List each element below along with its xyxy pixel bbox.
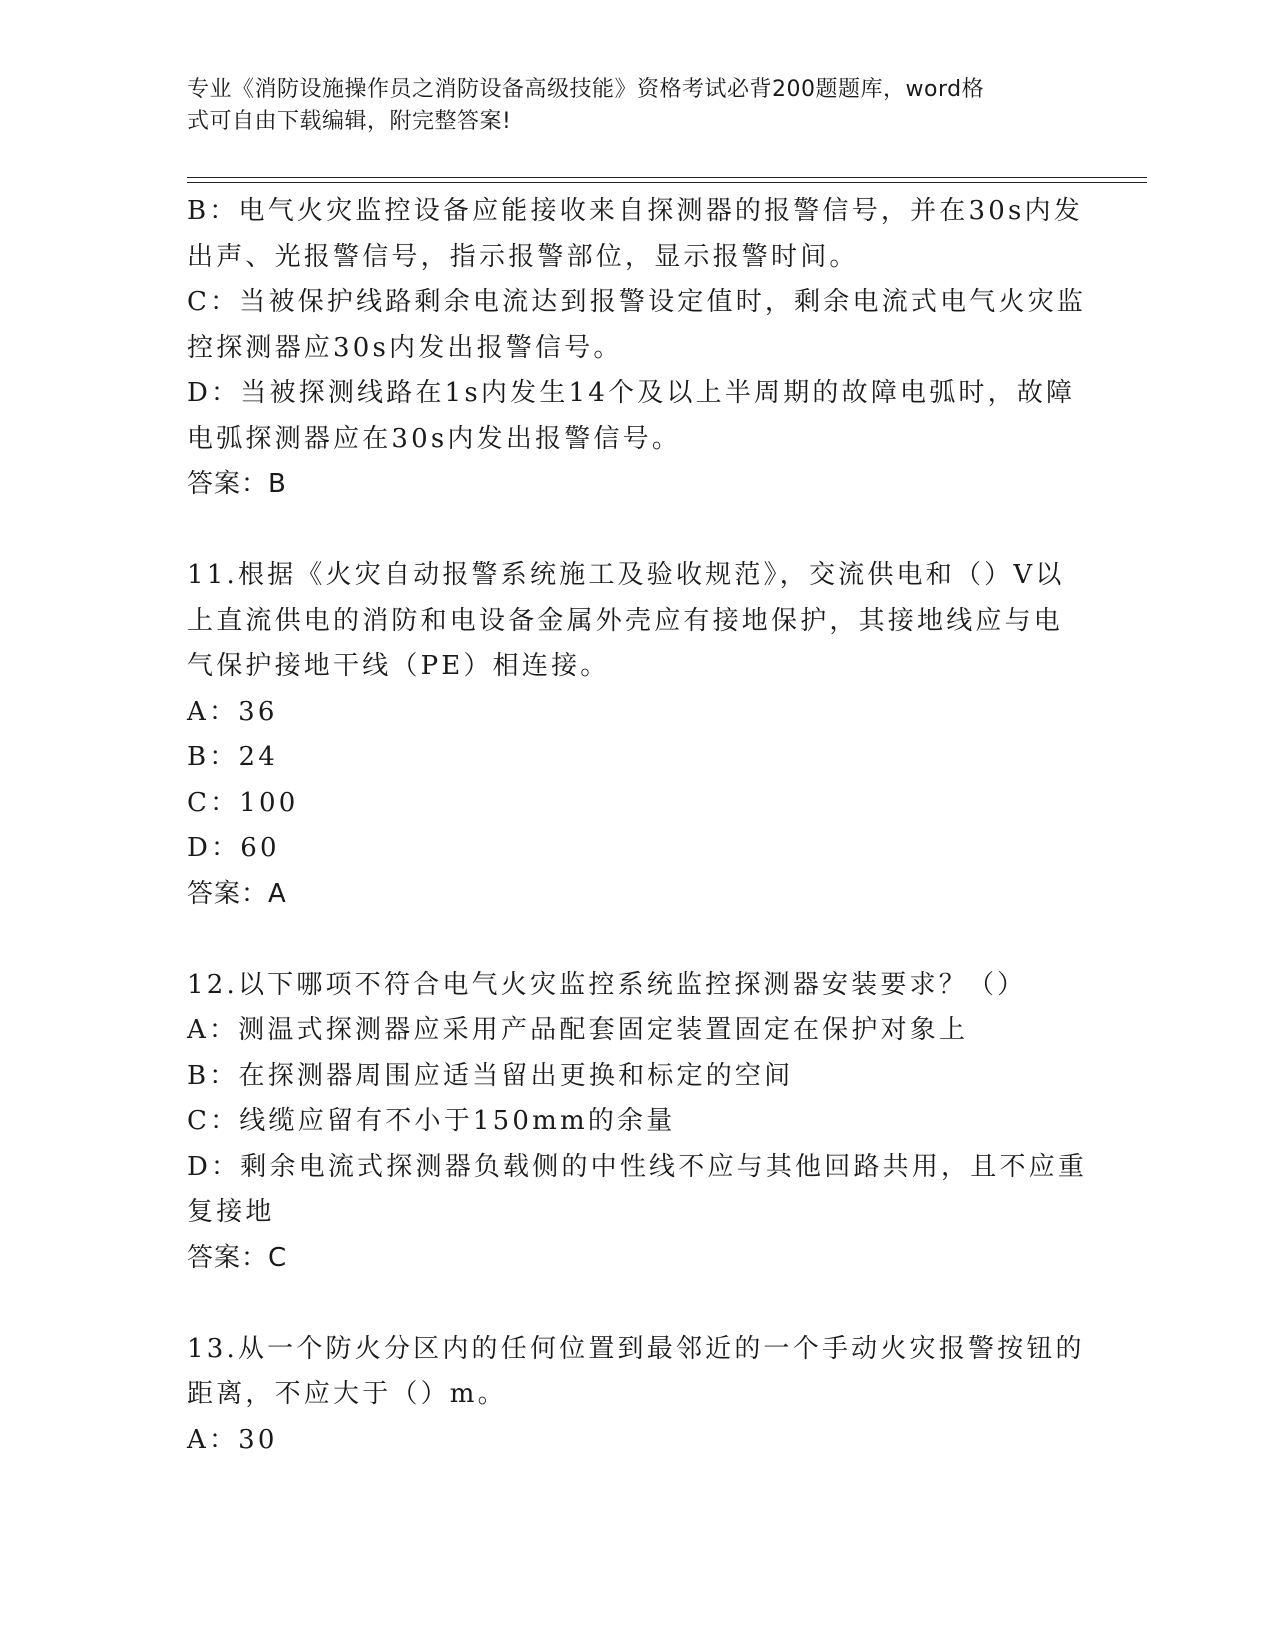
question-stem-line-1: 12.以下哪项不符合电气火灾监控系统监控探测器安装要求？（） — [187, 969, 1027, 1000]
option-d-line-2: 电弧探测器应在30s内发出报警信号。 — [187, 423, 682, 454]
answer-label: 答案：A — [187, 878, 287, 909]
question-stem-line-3: 气保护接地干线（PE）相连接。 — [187, 651, 610, 681]
question-11 — [187, 553, 1067, 917]
option-b-line-2: 出声、光报警信号，指示报警部位，显示报警时间。 — [187, 241, 859, 272]
option-b: B：在探测器周围应适当留出更换和标定的空间 — [187, 1060, 794, 1091]
question-12 — [187, 963, 1088, 1282]
option-b: B：24 — [187, 742, 278, 772]
option-a: A：36 — [187, 696, 278, 727]
answer-label: 答案：B — [187, 469, 287, 499]
header-line-2: 式可自由下载编辑，附完整答案! — [187, 109, 512, 134]
question-stem-line-2: 上直流供电的消防和电设备金属外壳应有接地保护，其接地线应与电 — [187, 605, 1064, 636]
question-stem-line-2: 距离，不应大于（）m。 — [187, 1379, 507, 1409]
spacer — [187, 1281, 1067, 1327]
spacer — [187, 508, 1067, 554]
spacer — [187, 917, 1067, 963]
option-d: D：60 — [187, 833, 280, 863]
answer-label: 答案：C — [187, 1242, 288, 1273]
question-content — [187, 189, 1088, 1463]
option-c: C：线缆应留有不小于150mm的余量 — [187, 1106, 676, 1136]
option-b-line-1: B：电气火灾监控设备应能接收来自探测器的报警信号，并在30s内发 — [187, 196, 1083, 226]
option-c-line-1: C：当被保护线路剩余电流达到报警设定值时，剩余电流式电气火灾监 — [187, 287, 1087, 317]
option-d-line-1: D：剩余电流式探测器负载侧的中性线不应与其他回路共用，且不应重 — [187, 1151, 1088, 1182]
question-13 — [187, 1327, 1085, 1464]
header-divider — [187, 177, 1147, 183]
question-stem-line-1: 11.根据《火灾自动报警系统施工及验收规范》，交流供电和（）V以 — [187, 560, 1065, 590]
question-stem-line-1: 13.从一个防火分区内的任何位置到最邻近的一个手动火灾报警按钮的 — [187, 1333, 1085, 1364]
option-c: C：100 — [187, 787, 299, 818]
option-c-line-2: 控探测器应30s内发出报警信号。 — [187, 332, 623, 363]
option-d-line-1: D：当被探测线路在1s内发生14个及以上半周期的故障电弧时，故障 — [187, 378, 1076, 408]
question-10-continued — [187, 189, 1087, 508]
option-d-line-2: 复接地 — [187, 1197, 275, 1227]
option-a: A：30 — [187, 1424, 278, 1455]
option-a: A：测温式探测器应采用产品配套固定装置固定在保护对象上 — [187, 1015, 969, 1045]
header-line-1: 专业《消防设施操作员之消防设备高级技能》资格考试必背200题题库，word格 — [187, 77, 985, 102]
document-header — [187, 74, 1067, 138]
